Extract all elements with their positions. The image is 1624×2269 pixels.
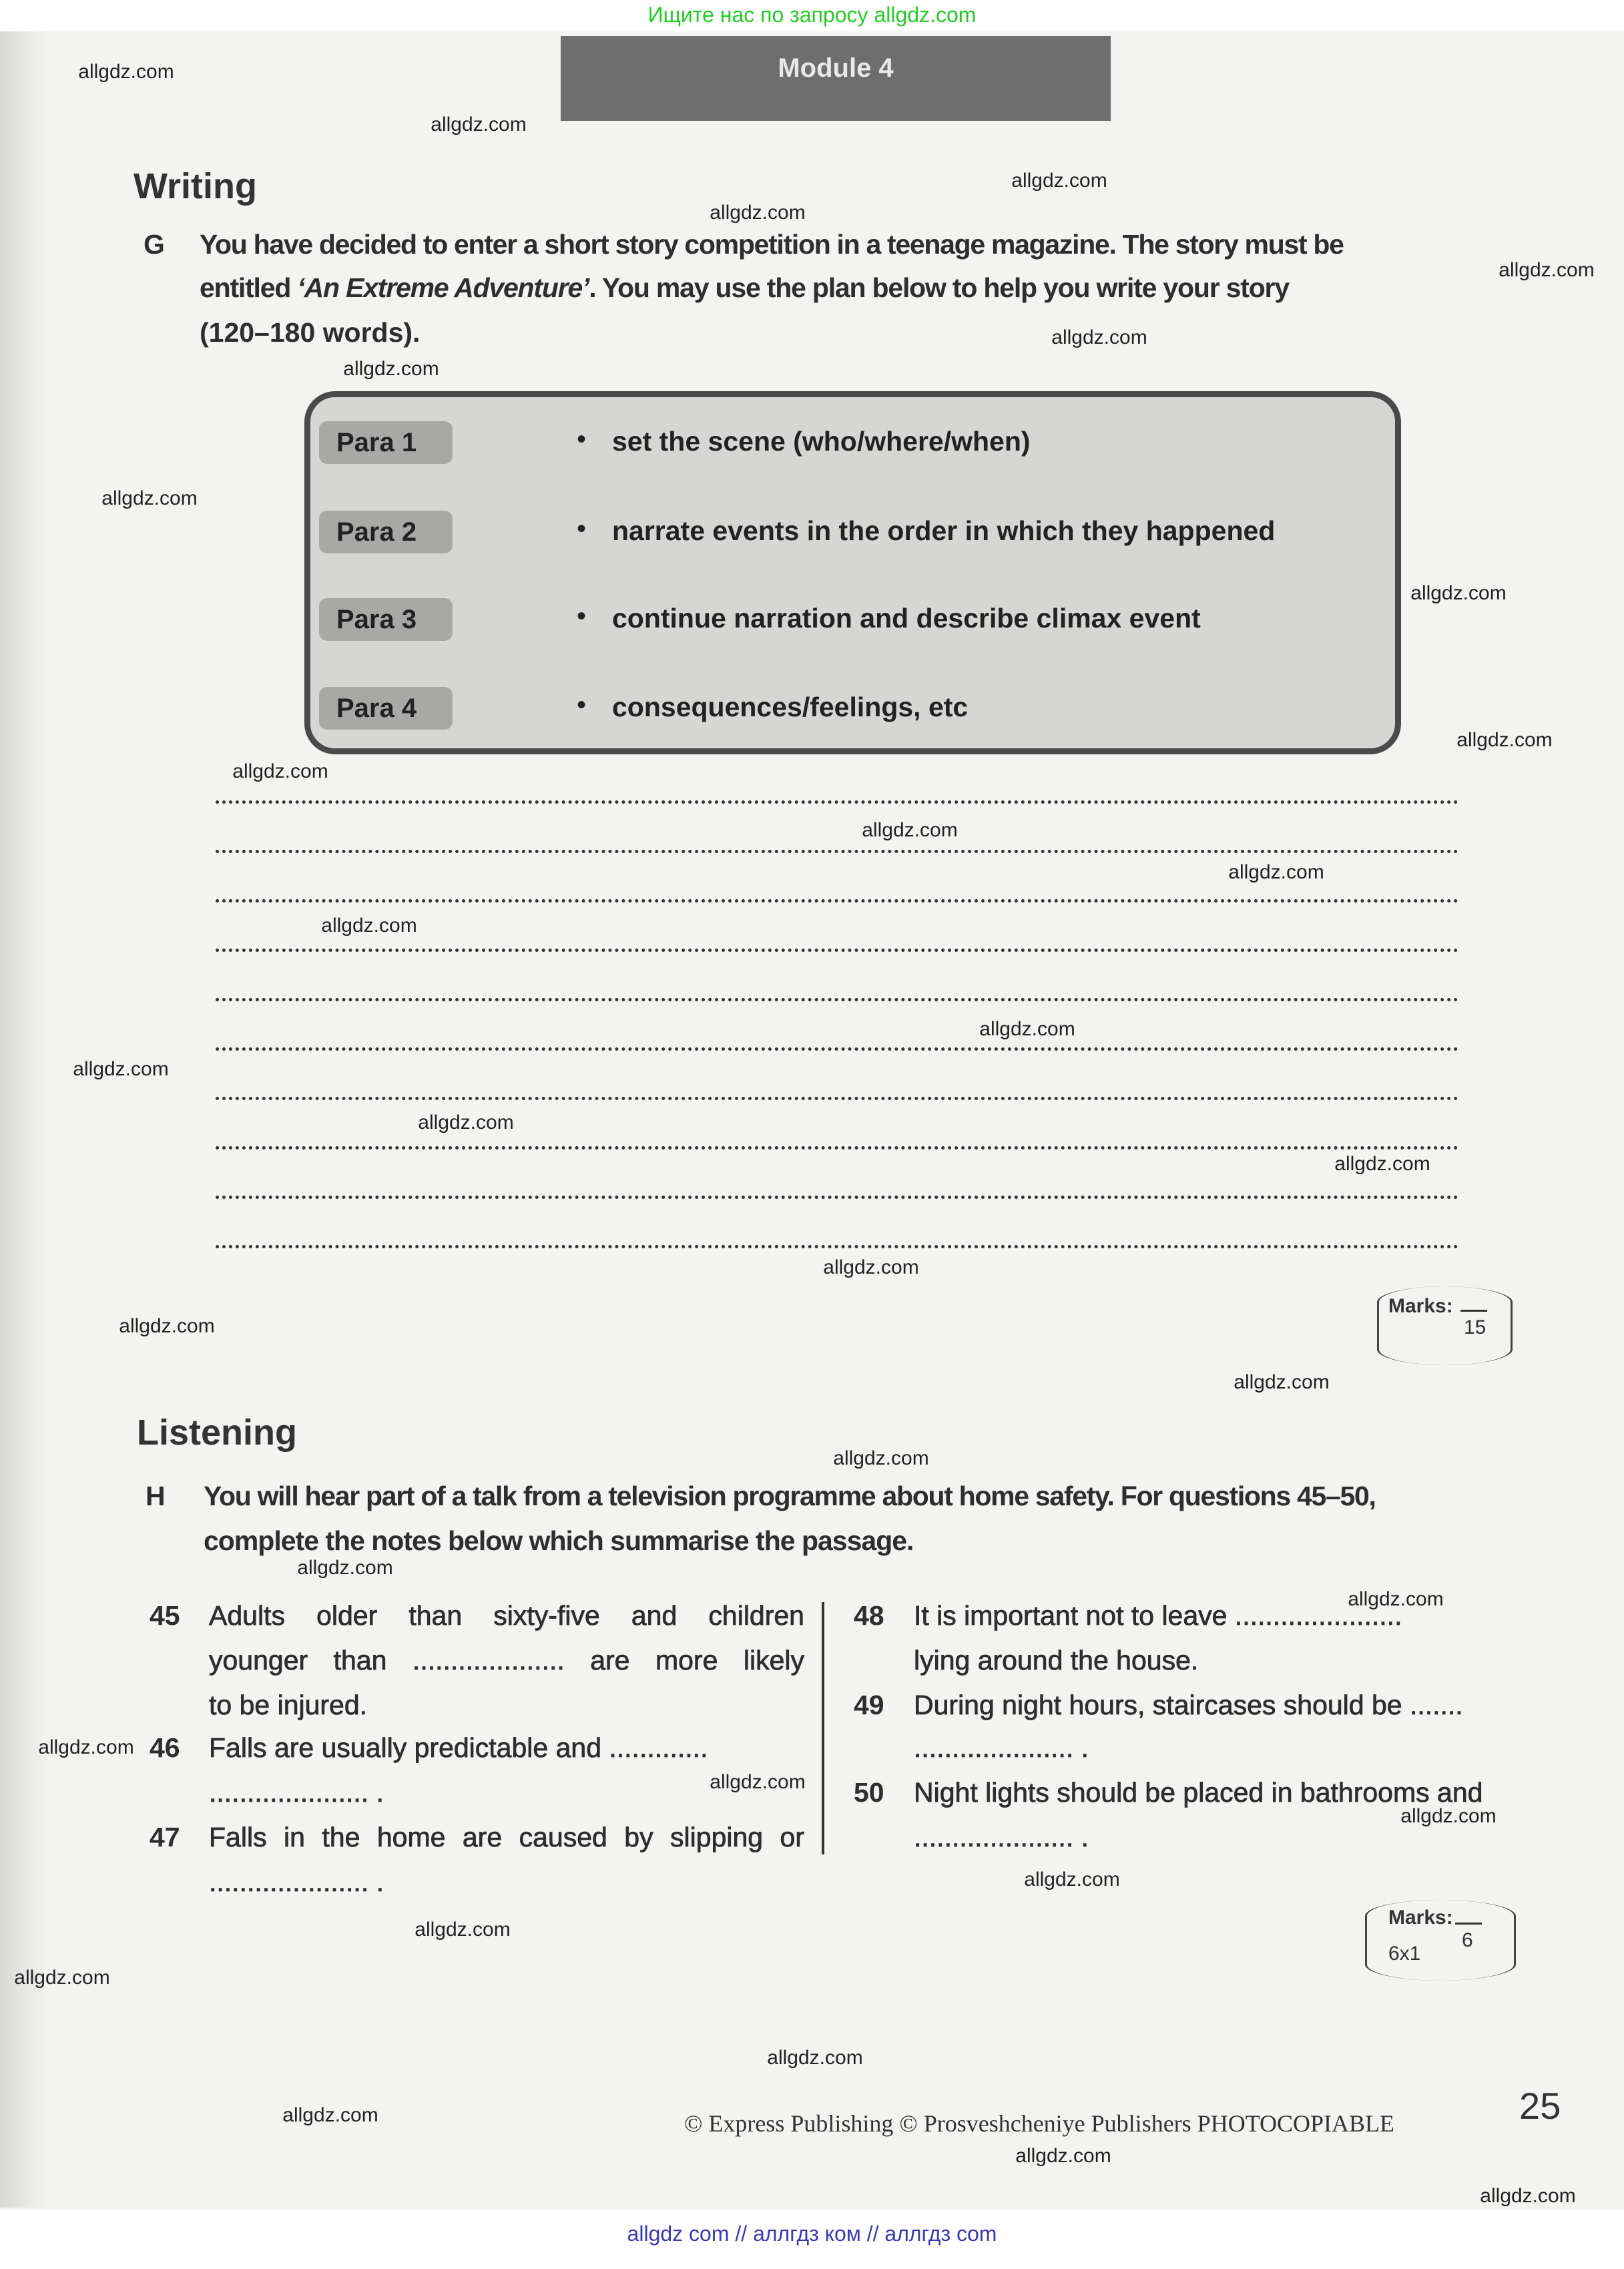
watermark: allgdz.com: [431, 113, 527, 136]
watermark: allgdz.com: [1015, 2145, 1111, 2167]
marks-total: 15: [1464, 1316, 1486, 1338]
watermark: allgdz.com: [282, 2104, 378, 2126]
watermark: allgdz.com: [833, 1447, 929, 1469]
question-line: Falls are usually predictable and .............: [209, 1732, 708, 1763]
answer-line[interactable]: [216, 1097, 1458, 1100]
watermark: allgdz.com: [73, 1058, 169, 1080]
question-line: Falls in the home are caused by slipping or: [209, 1822, 804, 1852]
plan-label-para-4: Para 4: [319, 687, 453, 730]
watermark: allgdz.com: [297, 1557, 393, 1579]
watermark: allgdz.com: [232, 760, 328, 782]
listening-instruction-line: complete the notes below which summarise the passage.: [204, 1525, 914, 1556]
marks-calculation: 6x1: [1388, 1943, 1421, 1965]
watermark: allgdz.com: [38, 1736, 134, 1758]
marks-label: Marks:: [1388, 1907, 1453, 1929]
watermark: allgdz.com: [1228, 861, 1324, 883]
watermark: allgdz.com: [321, 915, 417, 937]
plan-text: continue narration and describe climax event: [612, 603, 1201, 634]
writing-heading: Writing: [133, 166, 257, 206]
watermark: allgdz.com: [418, 1111, 514, 1133]
watermark: allgdz.com: [1234, 1371, 1330, 1393]
question-line: to be injured.: [209, 1690, 368, 1720]
plan-text: consequences/feelings, etc: [612, 692, 969, 722]
bullet-icon: •: [577, 425, 587, 454]
answer-line[interactable]: [216, 1245, 1458, 1248]
writing-instruction-line: [200, 272, 1289, 304]
marks-label: Marks:: [1388, 1295, 1453, 1317]
question-line: lying around the house.: [914, 1645, 1199, 1676]
answer-line[interactable]: [216, 850, 1458, 853]
watermark: allgdz.com: [1334, 1153, 1430, 1175]
plan-label-para-1: Para 1: [319, 421, 453, 464]
watermark: allgdz.com: [1348, 1588, 1444, 1610]
task-letter-g: G: [144, 229, 165, 260]
watermark: allgdz.com: [78, 61, 174, 83]
column-divider: [822, 1602, 824, 1854]
module-header: Module 4: [561, 36, 1111, 121]
watermark: allgdz.com: [710, 202, 806, 224]
text: entitled: [200, 272, 298, 303]
watermark: allgdz.com: [1400, 1805, 1497, 1827]
question-number: 50: [854, 1777, 884, 1808]
watermark: allgdz.com: [119, 1315, 215, 1337]
watermark: allgdz.com: [1051, 326, 1147, 348]
answer-line[interactable]: [216, 1196, 1458, 1199]
question-line: Night lights should be placed in bathrooms and: [914, 1777, 1483, 1808]
question-line: younger than .................... are more likely: [209, 1645, 804, 1676]
watermark: allgdz.com: [343, 358, 439, 380]
answer-line[interactable]: [216, 800, 1458, 804]
question-number: 47: [150, 1822, 180, 1852]
plan-text: narrate events in the order in which they happened: [612, 515, 1276, 546]
watermark: allgdz.com: [14, 1967, 110, 1989]
question-number: 45: [150, 1600, 180, 1631]
answer-line[interactable]: [216, 899, 1458, 903]
story-title: ‘An Extreme Adventure’: [297, 272, 589, 303]
plan-label-para-2: Para 2: [319, 511, 453, 553]
fraction-bar: [1455, 1923, 1482, 1925]
watermark: allgdz.com: [1011, 170, 1107, 192]
fraction-bar: [1460, 1310, 1487, 1312]
answer-line[interactable]: [216, 1047, 1458, 1051]
watermark: allgdz.com: [767, 2047, 863, 2069]
question-number: 49: [854, 1690, 884, 1720]
question-number: 48: [854, 1600, 884, 1631]
watermark: allgdz.com: [1480, 2185, 1576, 2207]
text: . You may use the plan below to help you write your story: [589, 272, 1289, 303]
watermark: allgdz.com: [1499, 259, 1595, 281]
page-number: 25: [1519, 2085, 1561, 2127]
question-line: ..................... .: [914, 1822, 1089, 1852]
question-line: During night hours, staircases should be .......: [914, 1690, 1463, 1720]
plan-label-para-3: Para 3: [319, 598, 453, 641]
plan-text: set the scene (who/where/when): [612, 426, 1031, 457]
question-line: ..................... .: [209, 1866, 384, 1897]
watermark: allgdz.com: [823, 1256, 919, 1278]
page-shadow: [0, 31, 47, 2208]
question-line: It is important not to leave ......................: [914, 1600, 1402, 1631]
watermark: allgdz.com: [1024, 1868, 1120, 1890]
watermark: allgdz.com: [1456, 729, 1553, 751]
question-line: ..................... .: [914, 1732, 1089, 1763]
question-line: Adults older than sixty-five and children: [209, 1600, 804, 1631]
marks-total: 6: [1462, 1929, 1473, 1951]
top-search-link[interactable]: Ищите нас по запросу allgdz.com: [647, 3, 977, 27]
task-letter-h: H: [146, 1481, 166, 1511]
watermark: allgdz.com: [710, 1771, 806, 1793]
answer-line[interactable]: [216, 1146, 1458, 1150]
bullet-icon: •: [577, 601, 587, 631]
watermark: allgdz.com: [1410, 582, 1507, 604]
word-count-line: (120–180 words).: [200, 317, 421, 348]
answer-line[interactable]: [216, 998, 1458, 1001]
watermark: allgdz.com: [979, 1018, 1075, 1040]
answer-line[interactable]: [216, 949, 1458, 952]
watermark: allgdz.com: [415, 1919, 511, 1941]
watermark: allgdz.com: [101, 487, 198, 509]
bottom-links[interactable]: allgdz com // аллгдз ком // аллгдз com: [627, 2222, 997, 2246]
writing-instruction-line: You have decided to enter a short story competition in a teenage magazine. The story must be: [200, 229, 1344, 260]
question-number: 46: [150, 1732, 180, 1763]
bullet-icon: •: [577, 690, 587, 720]
watermark: allgdz.com: [862, 819, 958, 841]
listening-instruction-line: You will hear part of a talk from a television programme about home safety. For questions 45–50,: [204, 1481, 1376, 1511]
question-line: ..................... .: [209, 1777, 384, 1808]
copyright-footer: © Express Publishing © Prosveshcheniye Publishers PHOTOCOPIABLE: [684, 2110, 1395, 2137]
bullet-icon: •: [577, 514, 587, 543]
listening-heading: Listening: [137, 1413, 297, 1453]
